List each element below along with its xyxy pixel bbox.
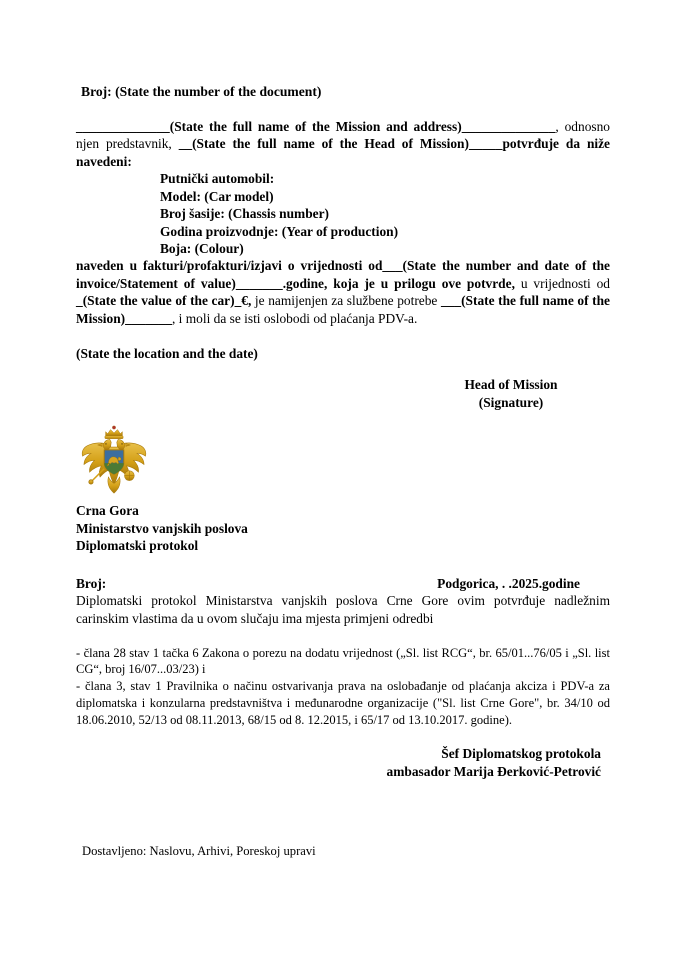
invoice-purpose-text: je namijenjen za službene potrebe xyxy=(251,293,441,309)
vehicle-details-list xyxy=(76,170,610,257)
department-name: Diplomatski protokol xyxy=(76,538,199,554)
location-date-placeholder: (State the location and the date) xyxy=(76,346,258,362)
invoice-blank-1: ___ xyxy=(382,258,403,274)
invoice-blank-3: _ xyxy=(76,293,83,309)
list-item: Boja: (Colour) xyxy=(160,240,244,256)
mission-representative-text: odnosno njen predstavnik, xyxy=(76,119,610,152)
mission-blank-3: __ xyxy=(178,136,193,152)
mission-confirm-text: potvrđuje da niže navedeni: xyxy=(76,136,610,169)
car-value-placeholder: (State the value of the car) xyxy=(82,293,235,309)
mission-name-placeholder-2: (State the full name of the Mission) xyxy=(76,293,610,326)
delivery-note: Dostavljeno: Naslovu, Arhivi, Poreskoj upravi xyxy=(82,844,316,859)
signature-label: (Signature) xyxy=(478,394,544,410)
invoice-value-lead: u vrijednosti od xyxy=(514,275,611,291)
mission-name-placeholder: (State the full name of the Mission and address) xyxy=(169,119,462,135)
invoice-blank-4: _ xyxy=(234,293,242,309)
invoice-text-1: naveden u fakturi/profakturi/izjavi o vrijednosti od xyxy=(76,258,383,274)
montenegro-coat-of-arms-icon xyxy=(79,424,149,498)
invoice-paragraph xyxy=(76,257,610,327)
reference-number-label: Broj: xyxy=(76,575,107,591)
document-number-line: Broj: (State the number of the document) xyxy=(81,84,322,99)
head-of-mission-signature-block xyxy=(411,376,611,411)
ministry-heading xyxy=(76,502,610,554)
legal-reference-item: - člana 3, stav 1 Pravilnika o načinu ostvarivanja prava na oslobađanje od plaćanja akciza i PDV-a za diplomatska i konzularna predstavništva i međunarodne organizacije ("Sl. list Crne Gore", br. 34/10 od 18.06.2010, 52/13 od 08.11.2013, 68/15 od 8. 12.2015, i 65/17 od 13.10.2017. godine). xyxy=(76,679,610,727)
head-of-mission-placeholder: (State the full name of the Head of Mission) xyxy=(192,136,469,152)
chief-name: ambasador Marija Đerković-Petrović xyxy=(386,764,601,780)
legal-references xyxy=(76,645,610,729)
mission-paragraph xyxy=(76,118,610,170)
invoice-exemption-text: , i moli da se isti oslobodi od plaćanja PDV-a. xyxy=(171,310,418,326)
chief-of-protocol-block xyxy=(76,745,610,781)
invoice-blank-5: ___ xyxy=(440,293,462,309)
reference-row xyxy=(76,575,610,592)
list-item: Putnički automobil: xyxy=(160,171,275,187)
mission-comma: , xyxy=(555,119,559,135)
mission-blank-2: ______________ xyxy=(461,119,556,135)
mission-blank-1: ______________ xyxy=(76,119,170,135)
place-and-date: Podgorica, . .2025.godine xyxy=(437,575,580,591)
ministry-name: Ministarstvo vanjskih poslova xyxy=(76,520,248,536)
mission-blank-4: _____ xyxy=(468,136,503,152)
legal-reference-item: - člana 28 stav 1 tačka 6 Zakona o porezu na dodatu vrijednost („Sl. list RCG“, br. 65/01...76/05 i „Sl. list CG“, broj 16/07...03/23) i xyxy=(76,645,610,677)
invoice-blank-2: _______ xyxy=(235,275,283,291)
list-item: Model: (Car model) xyxy=(160,188,274,204)
head-of-mission-title: Head of Mission xyxy=(464,377,558,393)
chief-title: Šef Diplomatskog protokola xyxy=(441,746,601,762)
invoice-number-placeholder: (State the number and date of the invoice/Statement of value) xyxy=(76,258,610,291)
invoice-blank-6: _______ xyxy=(125,310,172,326)
currency-symbol: €, xyxy=(241,293,252,309)
country-name: Crna Gora xyxy=(76,503,139,519)
invoice-text-2: .godine, koja je u prilogu ove potvrde, xyxy=(282,275,515,291)
document-body xyxy=(76,84,610,860)
list-item: Broj šasije: (Chassis number) xyxy=(160,206,329,222)
list-item: Godina proizvodnje: (Year of production) xyxy=(160,223,399,239)
confirmation-paragraph: Diplomatski protokol Ministarstva vanjskih poslova Crne Gore ovim potvrđuje nadležnim carinskim vlastima da u ovom slučaju ima mjesta primjeni odredbi xyxy=(76,593,610,626)
